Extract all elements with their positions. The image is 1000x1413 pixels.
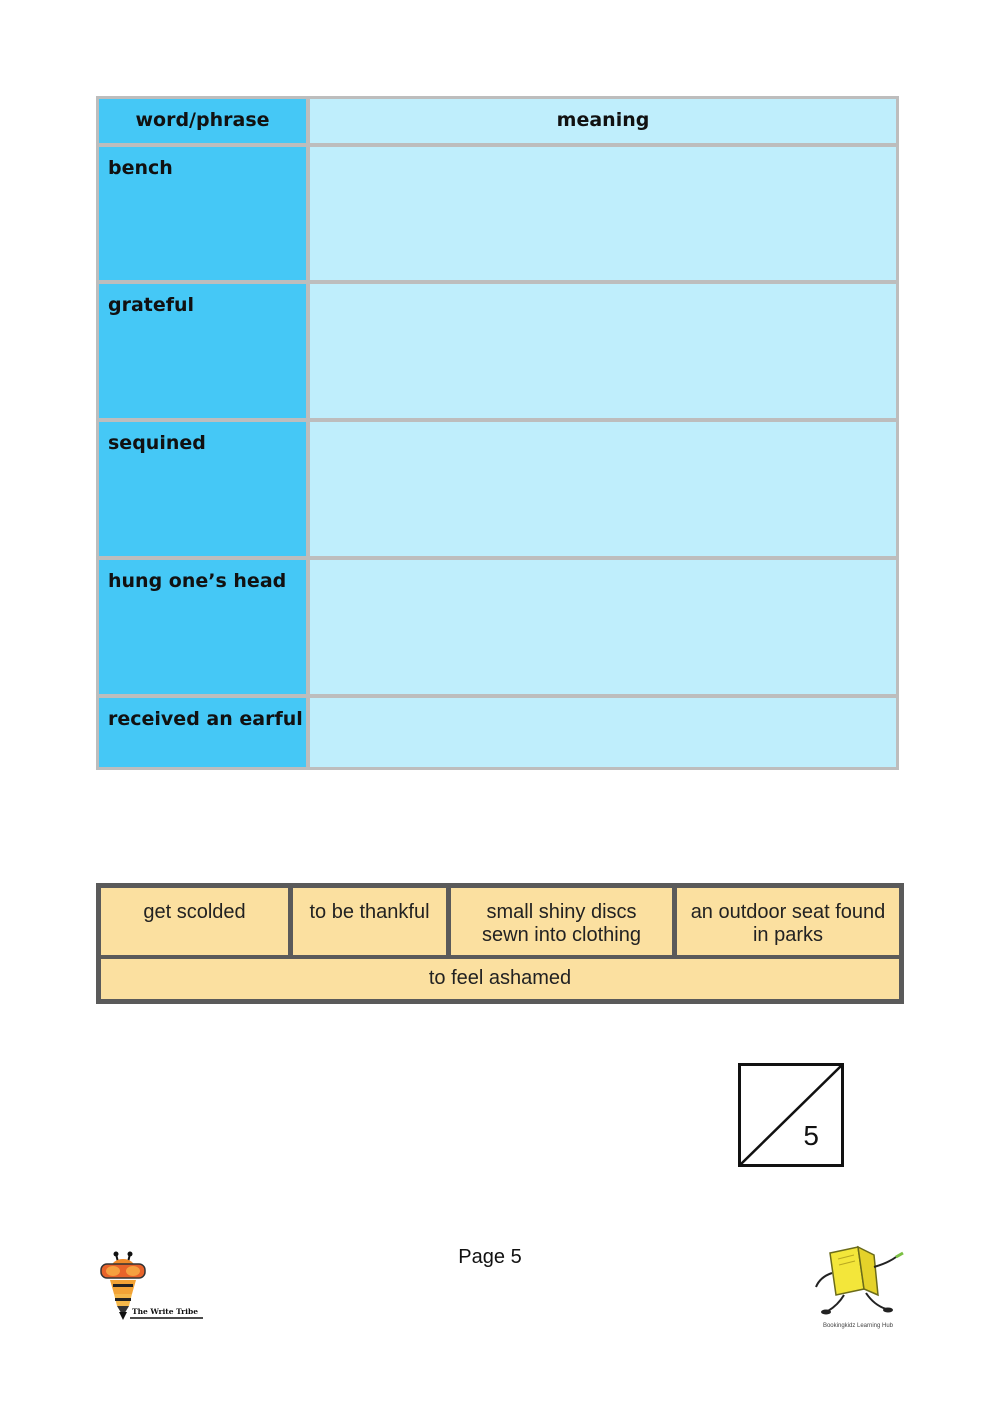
- table-row: [99, 698, 896, 767]
- meaning-answer-cell[interactable]: [310, 698, 896, 767]
- word-cell: grateful: [99, 284, 306, 418]
- table-header-row: [99, 99, 896, 143]
- meaning-answer-cell[interactable]: [310, 147, 896, 280]
- word-cell: bench: [99, 147, 306, 280]
- word-cell: sequined: [99, 422, 306, 556]
- word-cell: received an earful: [99, 698, 306, 767]
- word-bank-item[interactable]: an outdoor seat found in parks: [677, 888, 899, 955]
- meaning-answer-cell[interactable]: [310, 560, 896, 694]
- score-box: [738, 1063, 844, 1167]
- meaning-answer-cell[interactable]: [310, 422, 896, 556]
- word-bank-item[interactable]: to feel ashamed: [101, 959, 899, 999]
- page-number: Page 5: [458, 1246, 522, 1268]
- word-bank-item[interactable]: to be thankful: [293, 888, 446, 955]
- table-row: [99, 560, 896, 694]
- left-logo-text: The Write Tribe: [132, 1307, 199, 1316]
- right-logo-text: Bookingkidz Learning Hub: [822, 1323, 894, 1329]
- write-tribe-logo: [98, 1250, 210, 1326]
- score-divider-line: [741, 1066, 841, 1164]
- word-bank-item[interactable]: small shiny discs sewn into clothing: [451, 888, 672, 955]
- word-bank: [96, 883, 904, 1004]
- table-row: [99, 284, 896, 418]
- vocabulary-table: [96, 96, 899, 770]
- word-bank-item[interactable]: get scolded: [101, 888, 288, 955]
- header-word-phrase: word/phrase: [99, 99, 306, 143]
- word-cell: hung one’s head: [99, 560, 306, 694]
- table-row: [99, 422, 896, 556]
- meaning-answer-cell[interactable]: [310, 284, 896, 418]
- header-meaning: meaning: [310, 99, 896, 143]
- book-mascot-logo: [808, 1243, 908, 1343]
- score-total: 5: [803, 1120, 819, 1151]
- table-row: [99, 147, 896, 280]
